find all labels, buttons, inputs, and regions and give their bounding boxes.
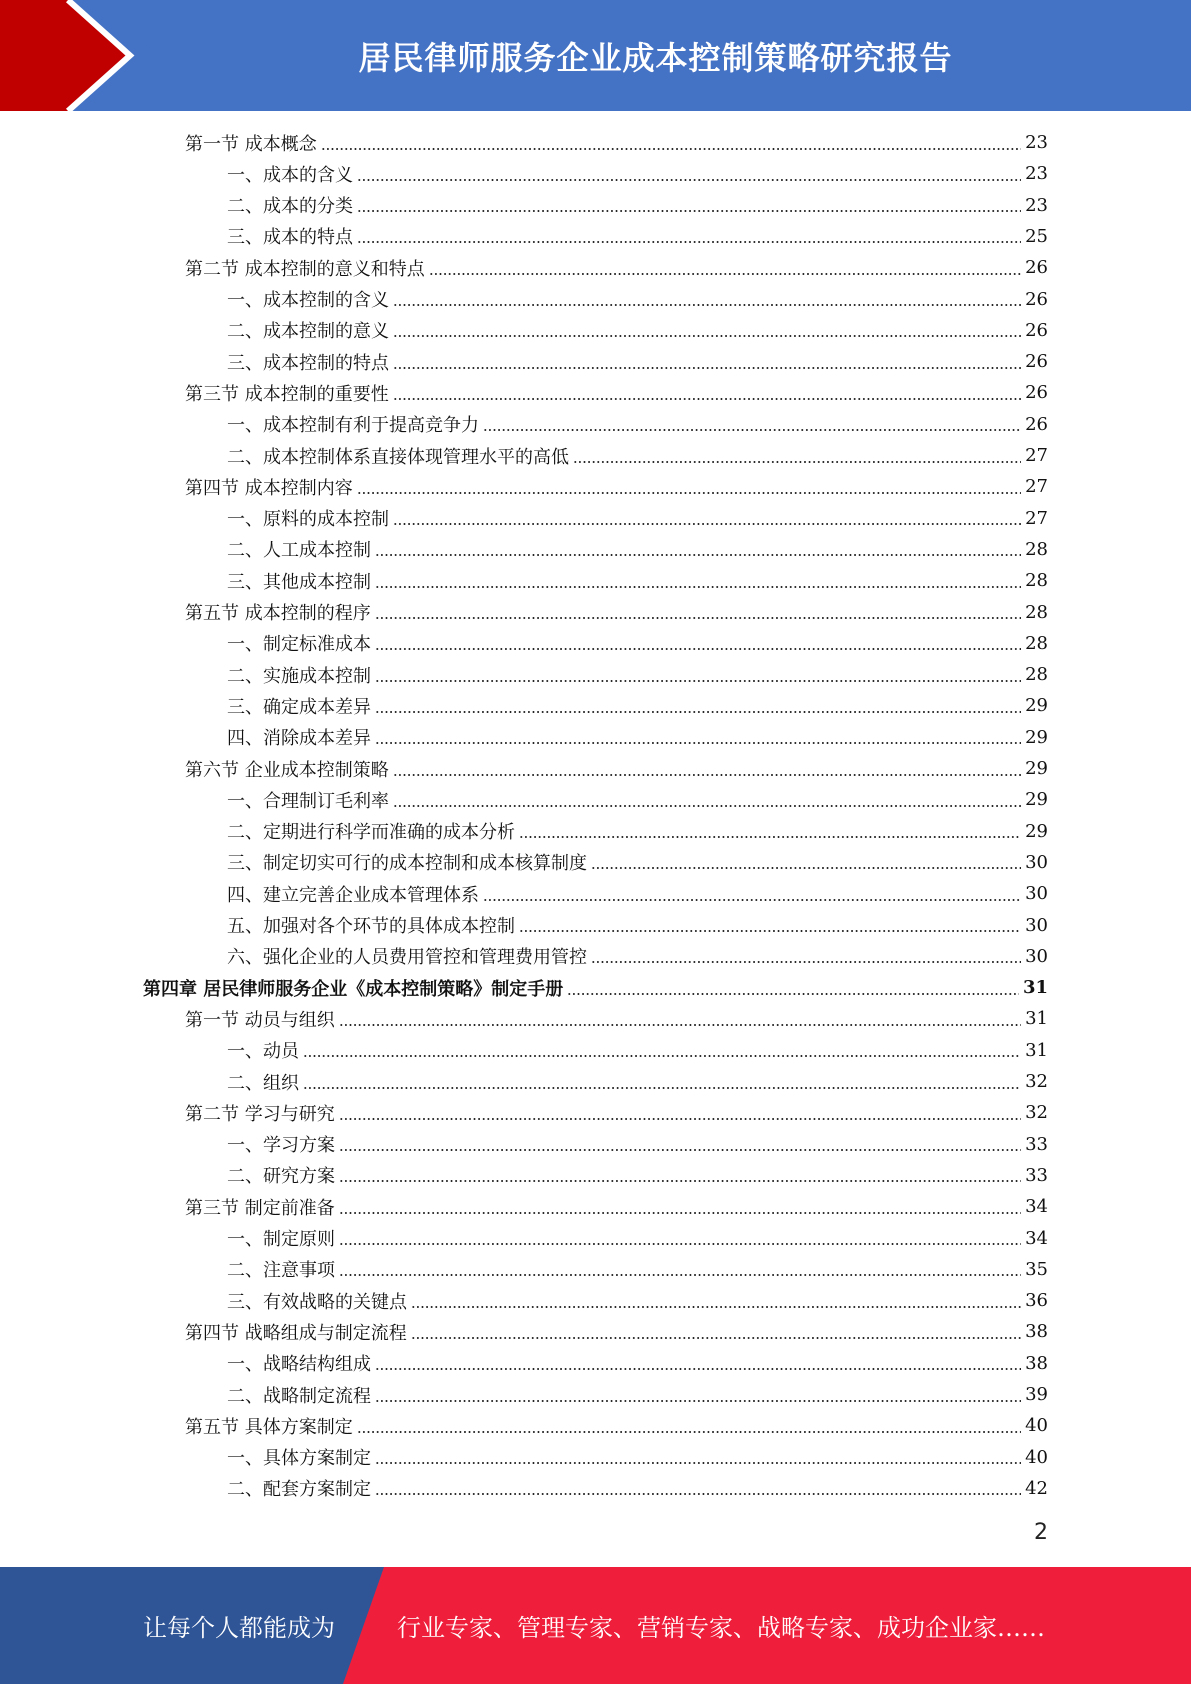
toc-dot-leader xyxy=(591,961,1021,963)
toc-entry-title: 二、组织 xyxy=(227,1072,299,1094)
toc-entry-page: 28 xyxy=(1025,570,1048,592)
toc-entry-page: 28 xyxy=(1025,601,1048,623)
toc-entry[interactable] xyxy=(227,1285,1048,1316)
toc-entry-title: 六、强化企业的人员费用管控和管理费用管控 xyxy=(227,947,587,969)
toc-entry-title: 一、学习方案 xyxy=(227,1135,335,1157)
toc-entry-page: 39 xyxy=(1025,1384,1048,1405)
toc-entry[interactable] xyxy=(227,1160,1048,1191)
toc-entry-title: 第二节 学习与研究 xyxy=(185,1103,335,1125)
toc-entry-page: 31 xyxy=(1025,1008,1048,1030)
toc-entry-title: 第一节 动员与组织 xyxy=(185,1009,335,1031)
toc-entry-page: 40 xyxy=(1025,1446,1048,1468)
toc-dot-leader xyxy=(339,1149,1021,1151)
toc-dot-leader xyxy=(483,899,1021,901)
toc-dot-leader xyxy=(393,774,1021,776)
toc-entry-page: 32 xyxy=(1025,1071,1048,1092)
toc-entry-title: 三、确定成本差异 xyxy=(227,696,371,718)
toc-entry-page: 28 xyxy=(1025,632,1048,654)
toc-entry-page: 23 xyxy=(1025,194,1048,216)
toc-dot-leader xyxy=(375,711,1021,713)
toc-entry-page: 26 xyxy=(1025,351,1048,373)
toc-entry[interactable] xyxy=(227,690,1048,721)
toc-dot-leader xyxy=(411,1306,1021,1308)
toc-dot-leader xyxy=(357,210,1021,212)
toc-entry[interactable] xyxy=(227,1129,1048,1160)
toc-dot-leader xyxy=(483,429,1021,431)
toc-entry-title: 第四节 成本控制内容 xyxy=(185,477,353,499)
toc-dot-leader xyxy=(393,304,1021,306)
toc-dot-leader xyxy=(303,1055,1021,1057)
toc-dot-leader xyxy=(375,586,1021,588)
toc-entry-title: 四、建立完善企业成本管理体系 xyxy=(227,884,479,906)
toc-entry-page: 26 xyxy=(1025,257,1048,279)
toc-entry-title: 三、有效战略的关键点 xyxy=(227,1291,407,1313)
toc-entry-page: 27 xyxy=(1025,507,1048,529)
toc-entry-page: 26 xyxy=(1025,413,1048,435)
toc-entry-title: 第五节 具体方案制定 xyxy=(185,1416,353,1438)
toc-dot-leader xyxy=(393,805,1021,807)
toc-entry-title: 三、制定切实可行的成本控制和成本核算制度 xyxy=(227,853,587,875)
toc-entry-title: 一、合理制订毛利率 xyxy=(227,790,389,812)
toc-entry-title: 第一节 成本概念 xyxy=(185,133,317,155)
toc-entry[interactable] xyxy=(185,127,1048,158)
toc-entry-page: 36 xyxy=(1025,1290,1048,1312)
toc-entry-title: 二、成本的分类 xyxy=(227,196,353,218)
toc-dot-leader xyxy=(375,554,1021,556)
toc-entry-title: 一、成本控制的含义 xyxy=(227,290,389,311)
toc-entry[interactable] xyxy=(227,784,1048,815)
toc-dot-leader xyxy=(393,335,1021,337)
toc-entry[interactable] xyxy=(185,597,1048,628)
toc-entry[interactable] xyxy=(227,346,1048,377)
toc-entry-page: 32 xyxy=(1025,1102,1048,1124)
toc-dot-leader xyxy=(591,867,1021,869)
toc-dot-leader xyxy=(519,930,1021,932)
toc-entry-page: 38 xyxy=(1025,1321,1048,1343)
toc-dot-leader xyxy=(357,179,1021,181)
toc-entry[interactable] xyxy=(227,440,1048,471)
toc-dot-leader xyxy=(339,1212,1021,1214)
toc-entry[interactable] xyxy=(227,158,1048,189)
toc-entry-title: 第四章 居民律师服务企业《成本控制策略》制定手册 xyxy=(143,978,564,1000)
toc-entry-page: 31 xyxy=(1022,977,1048,999)
toc-entry-page: 29 xyxy=(1025,758,1048,779)
toc-dot-leader xyxy=(339,1274,1021,1276)
toc-entry-page: 30 xyxy=(1025,851,1048,873)
toc-entry-title: 二、研究方案 xyxy=(227,1166,335,1188)
toc-entry[interactable] xyxy=(185,377,1048,408)
toc-dot-leader xyxy=(339,1118,1021,1120)
toc-entry-title: 第三节 成本控制的重要性 xyxy=(185,383,389,405)
toc-dot-leader xyxy=(375,1400,1021,1402)
toc-entry-page: 29 xyxy=(1025,726,1048,748)
toc-entry-page: 35 xyxy=(1025,1258,1048,1280)
toc-entry-title: 第二节 成本控制的意义和特点 xyxy=(185,258,425,280)
toc-entry[interactable] xyxy=(185,1410,1048,1441)
toc-entry[interactable] xyxy=(227,941,1048,972)
toc-entry-title: 第三节 制定前准备 xyxy=(185,1197,335,1219)
toc-entry-page: 33 xyxy=(1025,1133,1048,1155)
toc-entry-page: 23 xyxy=(1025,163,1048,185)
toc-dot-leader xyxy=(573,461,1021,463)
toc-dot-leader xyxy=(357,492,1021,494)
toc-entry-title: 二、注意事项 xyxy=(227,1260,335,1282)
toc-entry[interactable] xyxy=(227,628,1048,659)
toc-entry-title: 二、战略制定流程 xyxy=(227,1385,371,1407)
toc-entry-page: 29 xyxy=(1025,820,1048,842)
toc-entry[interactable] xyxy=(227,878,1048,909)
toc-entry-title: 一、战略结构组成 xyxy=(227,1354,371,1376)
report-title: 居民律师服务企业成本控制策略研究报告 xyxy=(358,38,953,77)
toc-dot-leader xyxy=(375,648,1021,650)
toc-dot-leader xyxy=(375,742,1021,744)
toc-entry[interactable] xyxy=(227,1473,1048,1504)
footer-slogan-left: 让每个人都能成为 xyxy=(143,1614,335,1642)
toc-entry[interactable] xyxy=(185,252,1048,283)
toc-dot-leader xyxy=(357,241,1021,243)
toc-entry-title: 二、实施成本控制 xyxy=(227,665,371,687)
toc-dot-leader xyxy=(303,1087,1021,1089)
toc-entry-title: 一、具体方案制定 xyxy=(227,1448,371,1470)
page-header xyxy=(0,0,1191,111)
toc-entry-title: 三、成本的特点 xyxy=(227,227,353,249)
toc-entry[interactable] xyxy=(227,503,1048,534)
toc-entry-title: 四、消除成本差异 xyxy=(227,728,371,750)
toc-entry[interactable] xyxy=(227,565,1048,596)
toc-dot-leader xyxy=(375,680,1021,682)
toc-dot-leader xyxy=(567,993,1019,995)
toc-entry[interactable] xyxy=(227,315,1048,346)
toc-entry-title: 三、其他成本控制 xyxy=(227,571,371,593)
toc-entry[interactable] xyxy=(227,1442,1048,1473)
toc-entry-title: 一、原料的成本控制 xyxy=(227,509,389,531)
toc-entry[interactable] xyxy=(185,753,1048,784)
toc-entry-title: 三、成本控制的特点 xyxy=(227,352,389,374)
toc-entry[interactable] xyxy=(227,1254,1048,1285)
toc-entry[interactable] xyxy=(227,1379,1048,1410)
toc-dot-leader xyxy=(429,273,1021,275)
toc-entry-page: 23 xyxy=(1025,132,1048,153)
toc-entry[interactable] xyxy=(227,910,1048,941)
toc-entry-page: 29 xyxy=(1025,695,1048,717)
toc-entry-page: 26 xyxy=(1025,319,1048,341)
toc-entry[interactable] xyxy=(227,722,1048,753)
toc-dot-leader xyxy=(375,1462,1021,1464)
toc-entry[interactable] xyxy=(185,1003,1048,1034)
toc-entry-title: 一、制定原则 xyxy=(227,1229,335,1250)
toc-entry[interactable] xyxy=(227,1223,1048,1254)
toc-dot-leader xyxy=(375,617,1021,619)
toc-entry[interactable] xyxy=(227,534,1048,565)
toc-entry-page: 42 xyxy=(1025,1477,1048,1499)
toc-entry-title: 一、制定标准成本 xyxy=(227,634,371,656)
toc-dot-leader xyxy=(339,1243,1021,1245)
toc-entry-page: 27 xyxy=(1025,476,1048,498)
toc-dot-leader xyxy=(375,1493,1021,1495)
toc-entry-title: 第五节 成本控制的程序 xyxy=(185,603,371,624)
toc-entry[interactable] xyxy=(185,1316,1048,1347)
toc-entry-page: 38 xyxy=(1025,1352,1048,1374)
page-footer xyxy=(0,1567,1191,1684)
toc-dot-leader xyxy=(375,1368,1021,1370)
toc-entry-title: 第六节 企业成本控制策略 xyxy=(185,759,389,781)
toc-dot-leader xyxy=(393,398,1021,400)
toc-dot-leader xyxy=(519,836,1021,838)
toc-entry-page: 29 xyxy=(1025,789,1048,811)
toc-entry-title: 第四节 战略组成与制定流程 xyxy=(185,1322,407,1344)
toc-entry[interactable] xyxy=(227,659,1048,690)
toc-dot-leader xyxy=(339,1180,1021,1182)
toc-entry[interactable] xyxy=(143,972,1048,1003)
toc-entry-page: 34 xyxy=(1025,1227,1048,1249)
toc-entry-page: 30 xyxy=(1025,914,1048,936)
header-arrow-decoration xyxy=(0,0,160,111)
toc-entry-page: 26 xyxy=(1025,382,1048,404)
toc-entry[interactable] xyxy=(185,1097,1048,1128)
toc-entry-title: 一、成本的含义 xyxy=(227,164,353,186)
toc-entry-title: 二、人工成本控制 xyxy=(227,540,371,562)
footer-slogan-right: 行业专家、管理专家、营销专家、战略专家、成功企业家…… xyxy=(397,1614,1045,1642)
page-number: 2 xyxy=(1034,1520,1048,1545)
toc-entry-page: 27 xyxy=(1025,445,1048,466)
toc-entry-page: 34 xyxy=(1025,1196,1048,1218)
toc-dot-leader xyxy=(321,148,1021,150)
toc-entry[interactable] xyxy=(227,221,1048,252)
toc-entry-page: 28 xyxy=(1025,538,1048,560)
toc-entry-page: 28 xyxy=(1025,664,1048,686)
toc-entry-page: 40 xyxy=(1025,1415,1048,1437)
toc-entry-title: 一、成本控制有利于提高竞争力 xyxy=(227,415,479,437)
toc-entry[interactable] xyxy=(227,409,1048,440)
toc-entry[interactable] xyxy=(227,190,1048,221)
toc-dot-leader xyxy=(393,523,1021,525)
toc-entry[interactable] xyxy=(227,1066,1048,1097)
toc-dot-leader xyxy=(339,1024,1021,1026)
toc-dot-leader xyxy=(357,1431,1021,1433)
toc-entry[interactable] xyxy=(227,284,1048,315)
toc-entry-page: 30 xyxy=(1025,945,1048,967)
toc-entry-page: 30 xyxy=(1025,883,1048,905)
toc-entry[interactable] xyxy=(227,847,1048,878)
toc-entry[interactable] xyxy=(185,1191,1048,1222)
toc-entry[interactable] xyxy=(185,471,1048,502)
toc-dot-leader xyxy=(393,367,1021,369)
toc-entry-page: 33 xyxy=(1025,1164,1048,1186)
toc-entry-title: 二、定期进行科学而准确的成本分析 xyxy=(227,822,515,844)
toc-entry[interactable] xyxy=(227,816,1048,847)
toc-entry[interactable] xyxy=(227,1348,1048,1379)
toc-entry-page: 26 xyxy=(1025,288,1048,310)
toc-entry-title: 二、成本控制体系直接体现管理水平的高低 xyxy=(227,446,569,468)
toc-entry-page: 25 xyxy=(1025,225,1048,247)
toc-entry-title: 二、配套方案制定 xyxy=(227,1479,371,1501)
toc-entry-title: 二、成本控制的意义 xyxy=(227,321,389,343)
toc-entry[interactable] xyxy=(227,1035,1048,1066)
toc-dot-leader xyxy=(411,1337,1021,1339)
toc-entry-title: 五、加强对各个环节的具体成本控制 xyxy=(227,916,515,937)
toc-entry-title: 一、动员 xyxy=(227,1041,299,1063)
toc-entry-page: 31 xyxy=(1025,1039,1048,1061)
